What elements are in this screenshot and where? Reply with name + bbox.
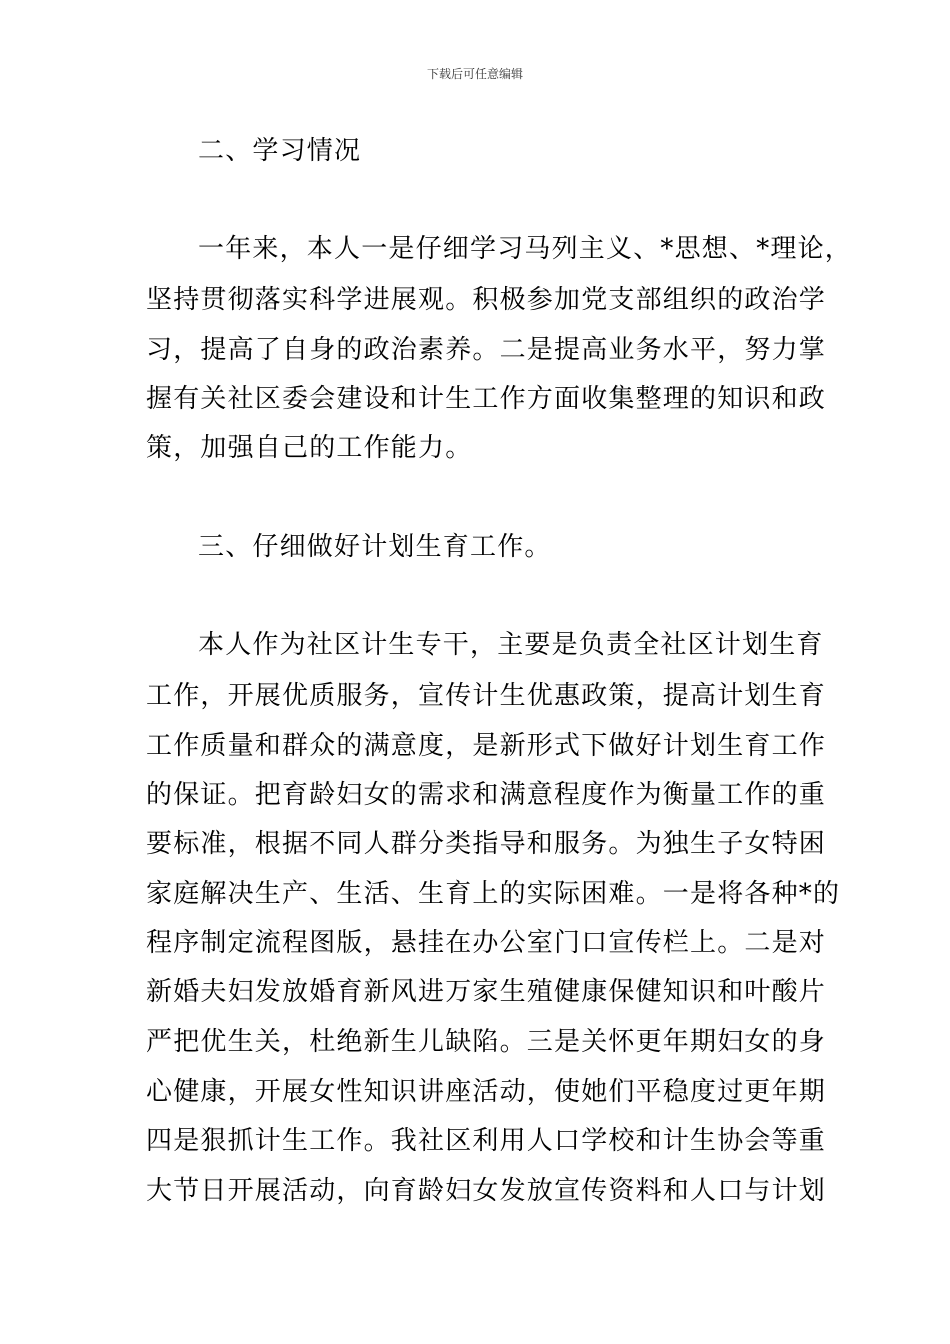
section-heading-study: 二、学习情况	[198, 136, 362, 166]
paragraph-line: 工作，开展优质服务，宣传计生优惠政策，提高计划生育	[146, 681, 827, 711]
paragraph-line: 家庭解决生产、生活、生育上的实际困难。一是将各种*的	[146, 879, 841, 909]
paragraph-line: 握有关社区委会建设和计生工作方面收集整理的知识和政	[146, 384, 827, 414]
paragraph-line: 本人作为社区计生专干，主要是负责全社区计划生育	[198, 630, 824, 660]
paragraph-line: 新婚夫妇发放婚育新风进万家生殖健康保健知识和叶酸片	[146, 977, 827, 1007]
section-heading-family-planning: 三、仔细做好计划生育工作。	[198, 532, 552, 562]
paragraph-line: 的保证。把育龄妇女的需求和满意程度作为衡量工作的重	[146, 780, 827, 810]
paragraph-line: 大节日开展活动，向育龄妇女发放宣传资料和人口与计划	[146, 1176, 827, 1206]
paragraph-line: 坚持贯彻落实科学进展观。积极参加党支部组织的政治学	[146, 285, 827, 315]
paragraph-line: 策，加强自己的工作能力。	[146, 433, 473, 463]
paragraph-line: 程序制定流程图版，悬挂在办公室门口宣传栏上。二是对	[146, 928, 827, 958]
paragraph-line: 要标准，根据不同人群分类指导和服务。为独生子女特困	[146, 829, 827, 859]
paragraph-line: 严把优生关，杜绝新生儿缺陷。三是关怀更年期妇女的身	[146, 1027, 827, 1057]
paragraph-line: 工作质量和群众的满意度，是新形式下做好计划生育工作	[146, 731, 827, 761]
paragraph-line: 一年来，本人一是仔细学习马列主义、*思想、*理论，	[198, 234, 853, 264]
paragraph-line: 四是狠抓计生工作。我社区利用人口学校和计生协会等重	[146, 1126, 827, 1156]
paragraph-line: 习，提高了自身的政治素养。二是提高业务水平，努力掌	[146, 335, 827, 365]
paragraph-line: 心健康，开展女性知识讲座活动，使她们平稳度过更年期	[146, 1077, 827, 1107]
header-note: 下载后可任意编辑	[426, 67, 523, 81]
